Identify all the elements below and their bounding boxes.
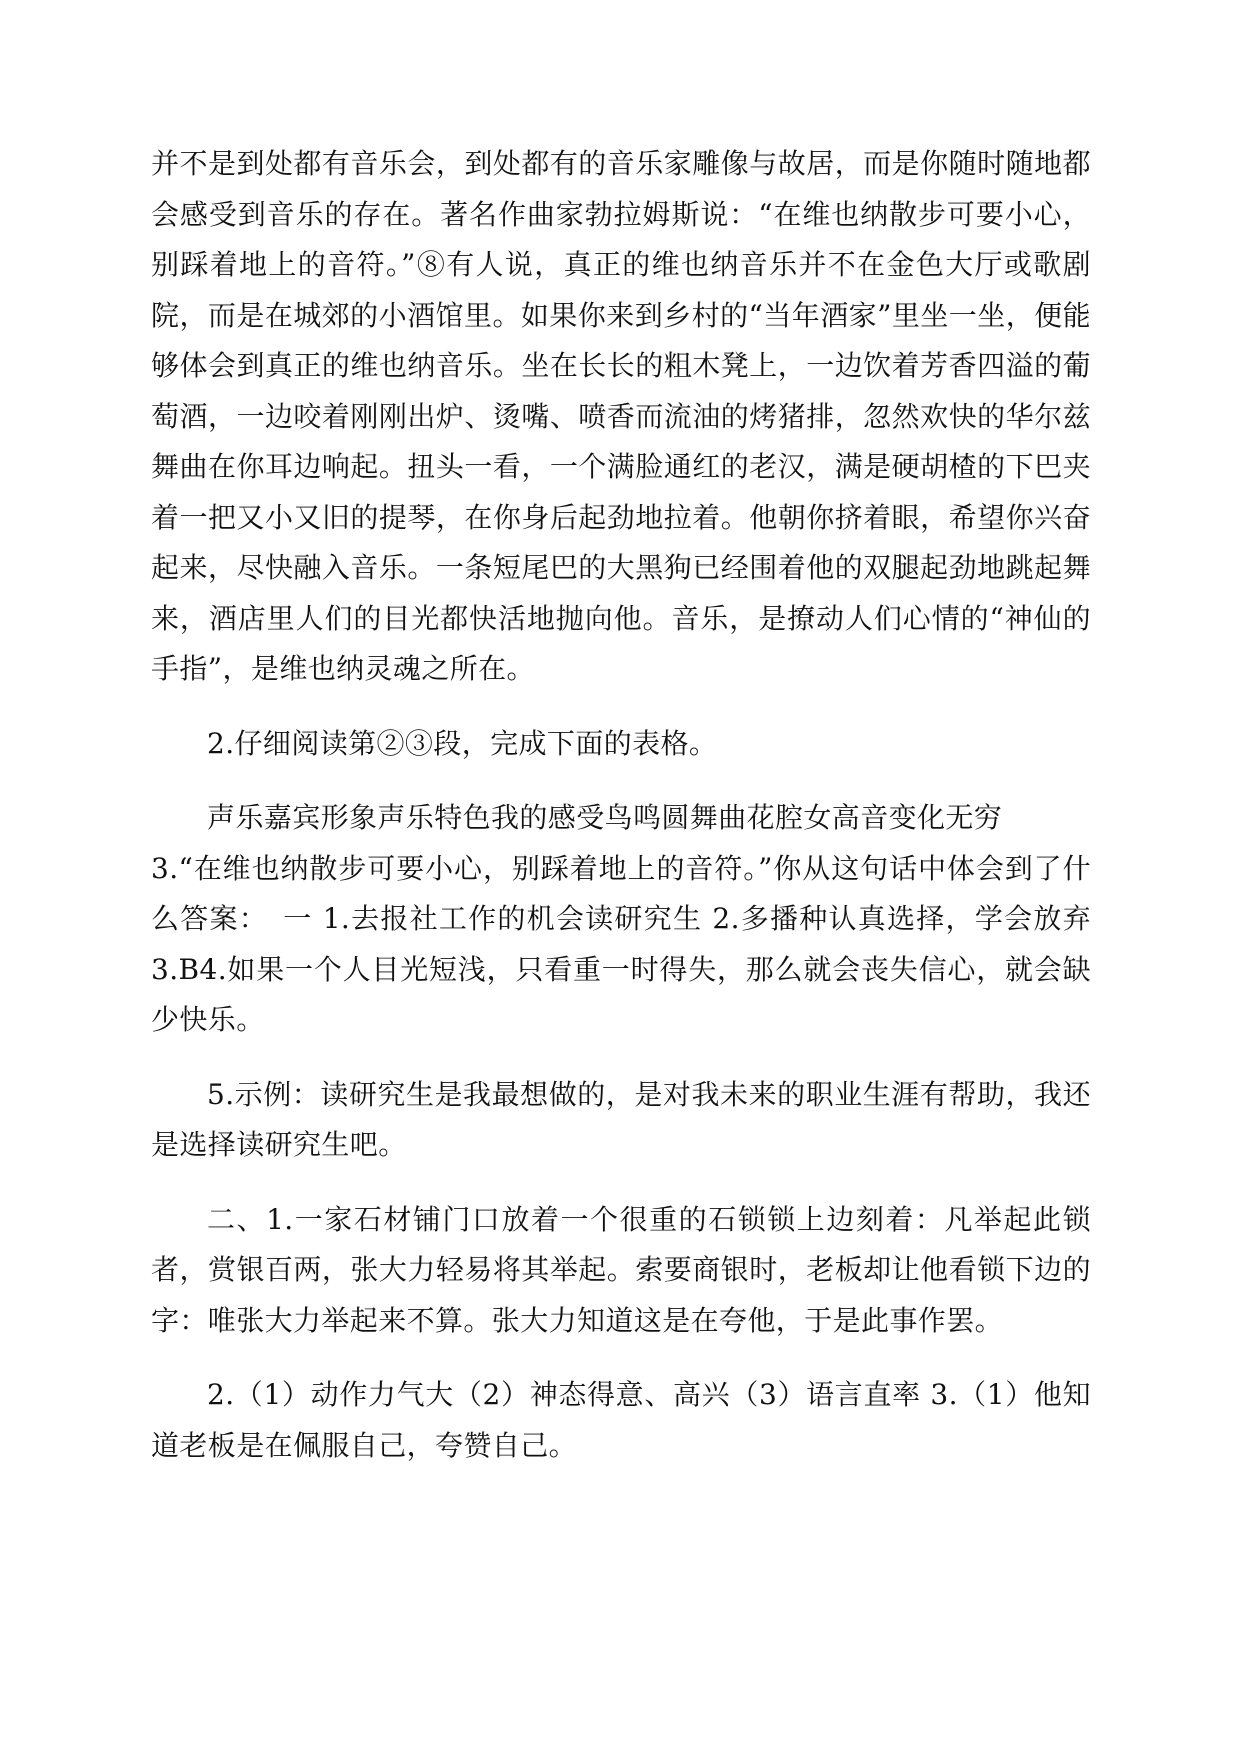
document-body bbox=[151, 139, 1091, 1471]
paragraph-vienna-music: 并不是到处都有音乐会，到处都有的音乐家雕像与故居，而是你随时随地都会感受到音乐的存在。著名作曲家勃拉姆斯说：“在维也纳散步可要小心，别踩着地上的音符。”⑧有人说，真正的维也纳音乐并不在金色大厅或歌剧院，而是在城郊的小酒馆里。如果你来到乡村的“当年酒家”里坐一坐，便能够体会到真正的维也纳音乐。坐在长长的粗木凳上，一边饮着芳香四溢的葡萄酒，一边咬着刚刚出炉、烫嘴、喷香而流油的烤猪排，忽然欢快的华尔兹舞曲在你耳边响起。扭头一看，一个满脸通红的老汉，满是硬胡楂的下巴夹着一把又小又旧的提琴，在你身后起劲地拉着。他朝你挤着眼，希望你兴奋起来，尽快融入音乐。一条短尾巴的大黑狗已经围着他的双腿起劲地跳起舞来，酒店里人们的目光都快活地抛向他。音乐，是撩动人们心情的“神仙的手指”，是维也纳灵魂之所在。 bbox=[151, 147, 1091, 685]
paragraph-table-row: 声乐嘉宾形象声乐特色我的感受鸟鸣圆舞曲花腔女高音变化无穷 bbox=[207, 801, 1003, 834]
paragraph-question-2: 2.仔细阅读第②③段，完成下面的表格。 bbox=[207, 726, 718, 760]
paragraph-question-3-answers: 3.“在维也纳散步可要小心，别踩着地上的音符。”你从这句话中体会到了什么答案： 一 1.去报社工作的机会读研究生 2.多播种认真选择，学会放弃 3.B4.如果一个人目光短浅，只看重一时得失，那么就会丧失信心，就会缺少快乐。 bbox=[151, 851, 1091, 1036]
paragraph-part-2-answer-2: 2.（1）动作力气大（2）神态得意、高兴（3）语言直率 3.（1）他知道老板是在佩服自己，夸赞自己。 bbox=[151, 1378, 1091, 1462]
paragraph-part-2-answer-1: 二、1.一家石材铺门口放着一个很重的石锁锁上边刻着：凡举起此锁者，赏银百两，张大力轻易将其举起。索要商银时，老板却让他看锁下边的字：唯张大力举起来不算。张大力知道这是在夸他，于是此事作罢。 bbox=[151, 1202, 1091, 1337]
paragraph-answer-5: 5.示例：读研究生是我最想做的，是对我未来的职业生涯有帮助，我还是选择读研究生吧。 bbox=[151, 1077, 1091, 1161]
